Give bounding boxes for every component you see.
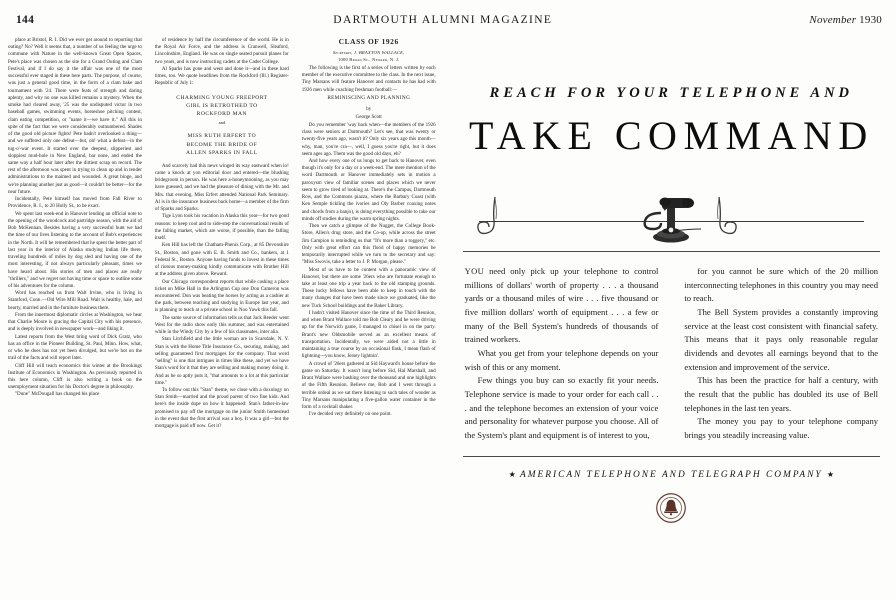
ad-kicker: REACH FOR YOUR TELEPHONE AND: [489, 85, 854, 101]
paragraph: The same source of information tells us that Jack Reeder went West for the radio show early this summer, and was entertained while in the Windy City by a few of his classmates, inter alia.: [154, 314, 289, 336]
paragraph: Stan Litchfield and the little woman are in Scarsdale, N. Y. Stan is with the Home Title Insurance Co., securing, making, and selling guaranteed first mortgages for the company. That word "selling" is one that intrigues in times like these, and yet we have Stan's word for it that they are selling and making money doing it. And as he so aptly puts it, "that amounts to a lot at this particular time.": [154, 336, 289, 386]
ad-body: [461, 265, 882, 443]
paragraph: of residence by half the circumference of the world. He is in the Royal Air Force, and the address is Cranwell, Sleaford, Lincolnshire, England. He was on single seated pursuit planes for two years, and is now instructing cadets at the Cadet College.: [154, 37, 289, 65]
paragraph: Few things you buy can so exactly fit your needs. Telephone service is made to your order for each call . . . and the telephone becomes an extension of your voice and personality for whatever purpose you choose. All of the System's plant and equipment is of interest to you,: [464, 375, 659, 441]
paragraph: The money you pay to your telephone company brings you steadily increasing value.: [684, 416, 879, 441]
headline-line: BECOME THE BRIDE OF: [186, 141, 258, 148]
byline-author: George Scott: [355, 114, 382, 120]
paragraph: YOU need only pick up your telephone to control millions of dollars' worth of property . . . a thousand yards or a thousand miles of wire . . . five thousand or five million dollars' worth of equipment . . . a few or many of the Bell System's hundreds of thousands of trained workers.: [464, 266, 659, 345]
ad-column-left: [465, 265, 659, 443]
headline-line: CHARMING YOUNG FREEPORT: [176, 94, 268, 101]
running-head: [8, 14, 888, 30]
star-left-icon: ★: [508, 469, 516, 479]
headline-line: MISS RUTH ERFERT TO: [187, 133, 257, 140]
class-secretary: Secretary, J. BRAXTON WALLACE,: [332, 49, 405, 55]
ad-lead-word: YOU: [464, 266, 485, 276]
page-body: [8, 37, 888, 607]
ad-seal-wrap: [461, 493, 882, 523]
editorial-column-2: [155, 37, 289, 430]
candlestick-telephone-icon: [631, 187, 705, 245]
editorial-column-1: [8, 37, 142, 399]
ornament-scroll-right-icon: [711, 197, 739, 237]
ad-headline: TAKE COMMAND: [468, 113, 874, 158]
paragraph: Word has reached us from Walt Irvine, who is living in Stamford, Conn.—Old Wire Mill Road. Walt is healthy, hale, and hearty, married and in the furniture business there.: [8, 290, 142, 311]
class-secretary-address: 1000 Broad St., Newark, N. J.: [337, 57, 400, 63]
paragraph: This has been the practice for half a century, with the result that the public has doubled its use of Bell telephones in the last ten years.: [684, 375, 879, 413]
paragraph: place at Bristol, R. I. Did we ever get around to reporting that outing? No? Well it seems that, a number of us feeling the urge to commune with Nature in the well-known Great Open Spaces, Pete's place was chosen as the site for a Grand Outing and Clam Festival, and if I do say it the affair was one of the most successful ever staged in these here parts. The purpose, of course, was just a general good time, in the form of a clam bake and tournament with '24. There were feats of strength and daring aplenty, and why no one was killed remains a mystery. When the smoke had cleared away, '25 was the undisputed victor in two baseball games, swimming events, horseshoe pitching contest, clam eating competition, or "name it—we have it." All this in spite of the fact that we were considerably outnumbered. Shades of the good old picture fights! Pete hadn't overlooked a thing—and we suffered only one defeat—but, oh! what a defeat—in the tug-o'-war event. It started over the deepest, slipperiest and sloppiest mud-hole in New England, bar none, and ended the same way a half hour later after the dirtiest scrap on record. The rest of the afternoon was spent in trying to clean up and in tender administrations to the maimed and wounded. A great binge, and we're planning another just as good—it couldn't be better—for the near future.: [8, 37, 142, 195]
paragraph: Al Sparks has gone and went and done it—and in these hard times, too. We quote headlines from the Rockford (Ill.) Register-Republic of July 1:: [154, 65, 289, 87]
headline-conjunction: and: [218, 119, 226, 125]
class-heading: CLASS OF 1926: [338, 37, 399, 46]
ad-rule-bottom: [463, 456, 880, 457]
ad-column-right: [684, 265, 878, 443]
headline-line: ALLEN SPARKS IN FALL: [186, 149, 258, 156]
ad-company-footer: [461, 470, 882, 480]
byline-by: by: [366, 106, 372, 112]
bell-system-seal-icon: [656, 493, 686, 523]
paragraph: "Dune" McDougall has changed his place: [15, 391, 100, 398]
paragraph: From the innermost diplomatic circles at Washington, we hear that Charlie Moore is gracing the Capital City with his presence, and is deeply involved in newspaper work—and liking it.: [8, 311, 142, 333]
page-folio: 144: [16, 14, 35, 26]
paragraph: I hadn't visited Hanover since the time of the Third Reunion, and when Brant Wallace told me Bob Cleary and he were driving up for the Norwich game, I managed to chisel in on the party. Brant's new Oldsmobile served as an excellent means of transportation. Incidentally, we were aided not a little in maintaining a true course by an occasional flask, I mean flash of lightning—you know, Jersey lightnin'.: [301, 309, 436, 360]
paragraph: The Bell System provides a constantly improving service at the least cost consistent with financial safety. This means that it pays only reasonable regular dividends and devotes all earnings beyond that to the extension and improvement of the service.: [684, 307, 879, 372]
headline-line: ROCKFORD MAN: [196, 110, 247, 117]
ad-rule-top: [463, 251, 880, 252]
paragraph: for you cannot be sure which of the 20 million interconnecting telephones in this country you may need to reach.: [684, 266, 879, 304]
headline-line: GIRL IS BETROTHED TO: [186, 102, 258, 109]
ornament-scroll-left-icon: [475, 197, 503, 237]
paragraph: To follow out this "Stan" theme, we close with a doxology on Stan Smith—married and the proud parent of two fine kids. And here's the inside dope on how it happened: Stan's father-in-law promised to pay off the mortgage on the junior Smith homestead in the event that the first arrival was a boy. It was a girl—but the mortgage is paid off now. Get it?: [154, 387, 289, 430]
ad-ornament: [461, 173, 882, 247]
issue-month: November: [809, 14, 857, 26]
star-right-icon: ★: [826, 469, 835, 479]
news-headline-2: [155, 132, 289, 156]
issue-year: 1930: [859, 14, 882, 26]
paragraph: Most of us have to be content with a panoramic view of Hanover, but there are some '26ers who are fortunate enough to take at least one trip a year back to the old stamping grounds. These lucky fellows have been able to keep in touch with the many changes that have been made since we graduated, like the new Tuck School buildings and the Baker Library.: [301, 266, 436, 309]
editorial-column-3: [302, 37, 436, 418]
article-title: REMINISCING AND PLANNING: [327, 94, 411, 101]
paragraph: Then we catch a glimpse of the Nugget, the College Book-Store, Allen's drug store, and the Co-op, while across the street Jim Campion is reminding us that "It's more than a toggery," etc. Only with great effort can this flood of happy memories be temporarily interrupted while we turn to the secretary and say: "Miss Swovis, take a letter to J. P. Morgan, please.": [301, 223, 436, 266]
paragraph: We spent last week-end in Hanover lending an official note to the opening of the woodcock and partridge season, with the aid of Bob McKennan. Besides having a very successful hunt we had the time of our lives listening to the account of Bob's experiences in the North. It will be remembered that he spent the better part of last year in the interior of Alaska studying Indian life there, traveling hundreds of miles by dog sled and having one of the most interesting, if not always particularly pleasant, times we have heard about. His stories of men and places are really "thrillers," and we regret not having time or space to outline some of his adventures for the column.: [8, 210, 142, 289]
paragraph: Our Chicago correspondent reports that while cashing a place ticket on Mike Hall in the Arlington Cup one Don Cameron was encountered. Don was beating the horses by acting as a cashier at the park, between teaching and studying in Europe last year, and is planning to teach at a private school in Noo Yawk this fall.: [154, 278, 289, 314]
paragraph: What you get from your telephone depends on your wish of this or any moment.: [464, 348, 659, 372]
paragraph: And how every one of us longs to get back to Hanover, even though it's only for a day or a week-end. The mere mention of the word Dartmouth or Hanover immediately sets in motion a paroxysm view of familiar scenes and places which we never seem to grow tired of looking at. There's the Campus, Dartmouth Row, and the Commons piazza, where the Barbary Coast (with Ken Semple tickling the ivories and Oly Barber coaxing notes and chords from a banjo), is doing everything possible to take our minds off studies during the warm spring nights.: [301, 158, 436, 222]
paragraph: Latest reports from the West bring word of Dick Gratz, who has an office in the Pioneer Building, St. Paul, Minn. How, what, or who he does has not yet been divulged, but we're hot on the trail of the facts and will report later.: [8, 333, 142, 362]
paragraph: Ken Hill has left the Chatham-Phenix Corp., at 85 Devonshire St., Boston, and gone with E. B. Smith and Co., bankers, at 1 Federal St., Boston. Anyone having funds to invest in these times of riotous money-making kindly communicate with Brother Hill at the address given above. Reward.: [154, 242, 289, 278]
paragraph: A crowd of '26ers gathered at Sid Hayward's house before the game on Saturday. It wasn't long before Sid, Hal Marshall, and Brant Wallace were hashing over the thousand and one highlights of the Fifth Reunion. Believe me, Bob and I went through a terrible ordeal as we sat there listening to such tales of wonder as Tiny Marsans manipulating a five-gallon water container in the form of a cocktail shaker.: [301, 360, 436, 410]
ad-company-name: AMERICAN TELEPHONE AND TELEGRAPH COMPANY: [519, 469, 823, 480]
advertisement-bell-system: [455, 37, 888, 603]
news-headline-1: [155, 94, 289, 118]
paragraph: Incidentally, Pete himself has moved from Fall River to Providence, R. I., to 20 Holly St., to be exact.: [8, 196, 142, 210]
magazine-title: DARTMOUTH ALUMNI MAGAZINE: [333, 14, 553, 26]
paragraph: Do you remember 'way back when—the members of the 1926 class were seniors at Dartmouth? Let's see, that was twenty or twenty-five years ago, wasn't it? Only six years ago this month—why, man, you're cra—, well, I guess you're right, but it does seem ages ago. Them was the good old days, eh?: [301, 121, 436, 157]
paragraph: Cliff Hill will teach economics this winter at the Brookings Institute of Economics in Washington. As previously reported in this here column, Cliff is also writing a book on the unemployment situation for his Doctor's degree in philosophy.: [8, 362, 142, 391]
paragraph: And scarcely had this news winged its way eastward when lo! came a knock at yon editorial door and entered—the blushing bridegroom in person. He was here a-honeymooning, as you may have guessed, and we had the pleasure of dining with the Mr. and Mrs. that evening. Miss Erfert attended National Park Seminary. Al is in the insurance business back home—a member of the firm of Sparks and Sparks.: [154, 162, 289, 213]
issue-date: [809, 14, 882, 26]
paragraph: I've decided very definitely on one point.: [308, 411, 392, 418]
class-intro-paragraph: The following is the first of a series of letters written by each member of the executive committee to the class. In the next issue, Tiny Marsans will feature Hanover and contacts he has had with 1926 men while coaching freshman football:—: [301, 64, 436, 93]
paragraph: Tige Lyon took his vacation in Alaska this year—for two good reasons: to keep cool and to side-step the conversational results of the falling market, which are worse, if possible, than the falling itself.: [154, 213, 289, 242]
